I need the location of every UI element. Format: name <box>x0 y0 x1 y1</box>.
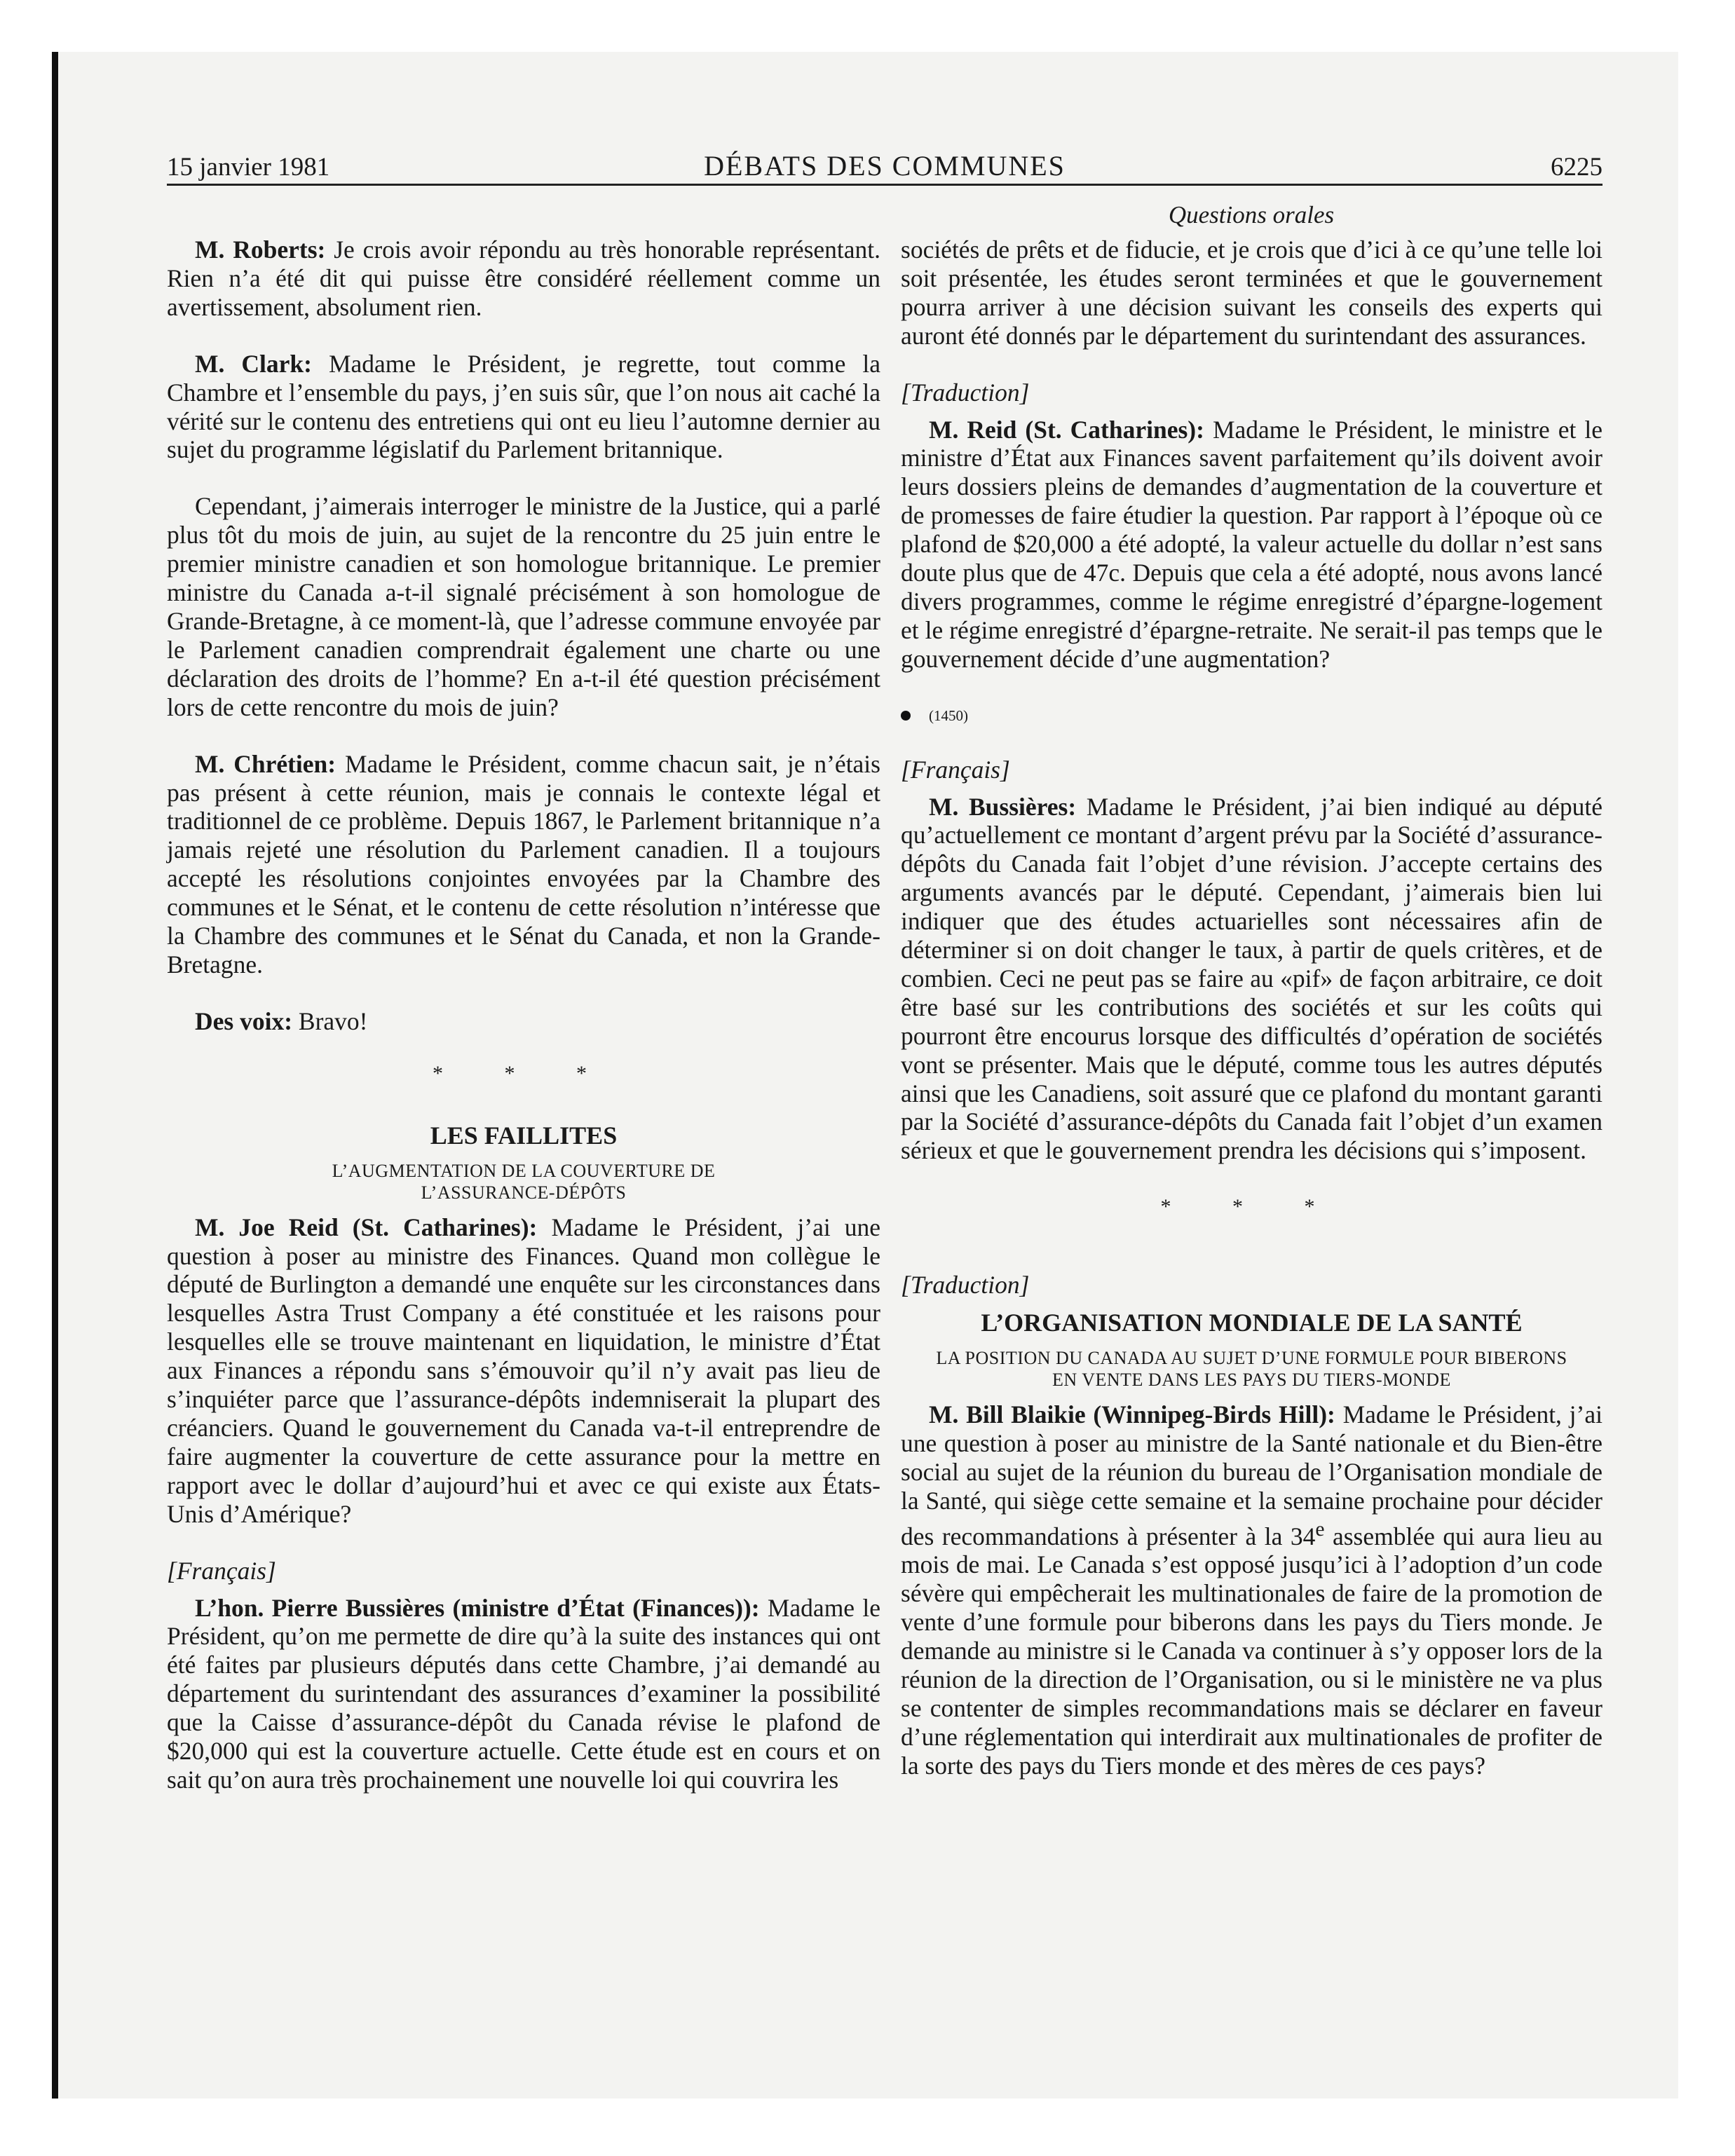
section-subtitle: LA POSITION DU CANADA AU SUJET D’UNE FORMULE POUR BIBERONS EN VENTE DANS LES PAYS DU TIERS-MONDE <box>936 1348 1567 1391</box>
speech-text: Madame le Président, qu’on me permette de dire qu’à la suite des instances qui ont été faites par plusieurs députés dans cette Chambre, j’ai demandé au département du surintendant des assurances d’examiner la possibilité que la Caisse d’assurance-dépôt du Canada révise le plafond de $20,000 qui est la couverture actuelle. Cette étude est en cours et on sait qu’on aura très prochainement une nouvelle loi qui couvrira les <box>167 1593 880 1794</box>
speech-text: Madame le Président, le ministre et le ministre d’État aux Finances savent parfaitement qu’ils doivent avoir leurs dossiers pleins de demandes d’augmentation de la couverture et de promesses de faire étudier la question. Par rapport à l’époque où ce plafond de $20,000 a été adopté, la valeur actuelle du dollar n’est sans doute plus que de 47c. Depuis que cela a été adopté, nous avons lancé divers programmes, comme le régime enregistré d’épargne-logement et le régime enregistré d’épargne-retraite. Ne serait-il pas temps que le gouvernement décide d’une augmentation? <box>901 415 1603 673</box>
speaker-name: M. Roberts: <box>195 236 326 264</box>
page-header <box>167 146 1603 188</box>
speech-text: assemblée qui aura lieu au mois de mai. Le Canada s’est opposé jusqu’ici à l’adoption d’un code sévère qui empêcherait les multinationales de faire de la promotion de vente d’une formule pour biberons dans les pays du Tiers monde. Je demande au ministre si le Canada va continuer à s’y opposer lors de la réunion de la direction de l’Organisation, ou si le ministère ne va plus se contenter de simples recommandations mais se déclarer en faveur d’une réglementation qui interdirait aux multinationales de profiter de la sorte des pays du Tiers monde et des mères de ces pays? <box>901 1522 1603 1780</box>
paragraph-bussieres <box>167 1594 880 1794</box>
section-title: L’ORGANISATION MONDIALE DE LA SANTÉ <box>981 1309 1523 1337</box>
speaker-name: M. Joe Reid (St. Catharines): <box>195 1213 538 1241</box>
superscript: e <box>1315 1517 1325 1541</box>
speaker-name: Des voix: <box>195 1007 293 1035</box>
paragraph-bussieres-2 <box>901 793 1603 1166</box>
paragraph-bussieres-cont: sociétés de prêts et de fiducie, et je crois que d’ici à ce qu’une telle loi soit présentée, les études seront terminées et que le gouvernement pourra arriver à une décision suivant les conseils des experts qui auront été donnés par le département du surintendant des assurances. <box>901 236 1603 350</box>
section-separator: * * * <box>433 1061 615 1085</box>
speech-text: Bravo! <box>292 1007 368 1035</box>
paragraph-clark <box>167 350 880 465</box>
language-marker: [Français] <box>901 755 1010 784</box>
language-marker: [Traduction] <box>901 378 1030 407</box>
left-column <box>167 236 880 1822</box>
paragraph-blaikie <box>901 1400 1603 1780</box>
speaker-name: M. Bussières: <box>929 792 1077 821</box>
speaker-name: M. Reid (St. Catharines): <box>929 415 1204 444</box>
language-marker: [Traduction] <box>901 1271 1030 1299</box>
speaker-name: M. Clark: <box>195 349 312 378</box>
header-rule <box>167 184 1603 186</box>
speaker-name: M. Chrétien: <box>195 749 336 778</box>
paragraph-reid <box>901 416 1603 674</box>
paragraph-chretien <box>167 750 880 979</box>
paragraph-clark-cont: Cependant, j’aimerais interroger le ministre de la Justice, qui a parlé plus tôt du mois de juin, au sujet de la rencontre du 25 juin entre le premier ministre canadien et son homologue britannique. Le premier ministre du Canada a-t-il signalé précisément à son homologue de Grande-Bretagne, à ce moment-là, que l’adresse commune envoyée par le Parlement canadien comprendrait également une charte ou une déclaration des droits de l’homme? En a-t-il été question précisément lors de cette rencontre du mois de juin? <box>167 492 880 721</box>
page-number: 6225 <box>1551 153 1603 182</box>
section-separator: * * * <box>1160 1195 1343 1219</box>
section-title: LES FAILLITES <box>430 1121 618 1149</box>
timestamp-text: (1450) <box>929 707 968 724</box>
section-subtitle: L’AUGMENTATION DE LA COUVERTURE DE L’ASSURANCE-DÉPÔTS <box>332 1160 716 1203</box>
speech-text: Madame le Président, je regrette, tout comme la Chambre et l’ensemble du pays, j’en suis sûr, que l’on nous ait caché la vérité sur le contenu des entretiens qui ont eu lieu l’automne dernier au sujet du programme législatif du Parlement britannique. <box>167 349 880 464</box>
speech-text: Madame le Président, j’ai une question à poser au ministre des Finances. Quand mon collègue le député de Burlington a demandé une enquête sur les circonstances dans lesquelles Astra Trust Company a été constituée et les raisons pour lesquelles elle se trouve maintenant en liquidation, le ministre d’État aux Finances a répondu sans s’émouvoir qu’il n’y avait pas lieu de s’inquiéter parce que l’assurance-dépôts indemniserait la plupart des créanciers. Quand le gouvernement du Canada va-t-il entreprendre de faire augmenter la couverture de cette assurance pour la mettre en rapport avec le dollar d’aujourd’hui et avec ce qui existe aux États-Unis d’Amérique? <box>167 1213 881 1528</box>
running-head: Questions orales <box>1168 201 1335 228</box>
speech-text: Madame le Président, j’ai bien indiqué au député qu’actuellement ce montant d’argent prévu par la Société d’assurance-dépôts du Canada fait l’objet d’une révision. J’accepte certains des arguments avancés par le député. Cependant, j’aimerais bien lui indiquer que des études actuarielles sont nécessaires afin de déterminer si on doit changer le taux, à partir de quels critères, et de combien. Ceci ne peut pas se faire au «pif» de façon arbitraire, ce doit être basé sur les contributions des sociétés et sur les coûts qui pourront être encourus lorsque des difficultés d’opération de sociétés vont se présenter. Mais que le député, comme tous les autres députés ainsi que les Canadiens, soit assuré que ce plafond du montant garanti par la Société d’assurance-dépôts du Canada fait l’objet d’un examen sérieux et que le gouvernement prendra les décisions qui s’imposent. <box>901 792 1603 1165</box>
paragraph-roberts <box>167 236 880 322</box>
scan-edge <box>52 52 58 2099</box>
speech-text: Madame le Président, j’ai une question à poser au ministre de la Santé nationale et du Bien-être social au sujet de la réunion du bureau de l’Organisation mondiale de la Santé, qui siège cette semaine et la semaine prochaine pour décider des recommandations à présenter à la 34 <box>901 1400 1603 1550</box>
header-title: DÉBATS DES COMMUNES <box>704 150 1066 182</box>
timestamp <box>901 702 1603 730</box>
header-date: 15 janvier 1981 <box>167 153 330 182</box>
speech-text: Je crois avoir répondu au très honorable représentant. Rien n’a été dit qui puisse être considéré réellement comme un avertissement, absolument rien. <box>167 236 881 321</box>
speaker-name: M. Bill Blaikie (Winnipeg-Birds Hill): <box>929 1400 1335 1429</box>
bullet-icon <box>901 711 911 721</box>
language-marker: [Français] <box>167 1556 276 1585</box>
speech-text: Madame le Président, comme chacun sait, je n’étais pas présent à cette réunion, mais je connais le contexte légal et traditionnel de ce problème. Depuis 1867, le Parlement britannique n’a jamais rejeté une résolution du Parlement canadien. Il a toujours accepté les résolutions conjointes envoyées par la Chambre des communes et le Sénat, et le contenu de cette résolution n’intéresse que la Chambre des communes et le Sénat du Canada, et non la Grande-Bretagne. <box>167 749 880 978</box>
paragraph-joe-reid <box>167 1213 880 1529</box>
speaker-name: L’hon. Pierre Bussières (ministre d’État (Finances)): <box>195 1593 760 1622</box>
right-column <box>901 236 1603 1808</box>
paragraph-des-voix <box>167 1007 880 1036</box>
